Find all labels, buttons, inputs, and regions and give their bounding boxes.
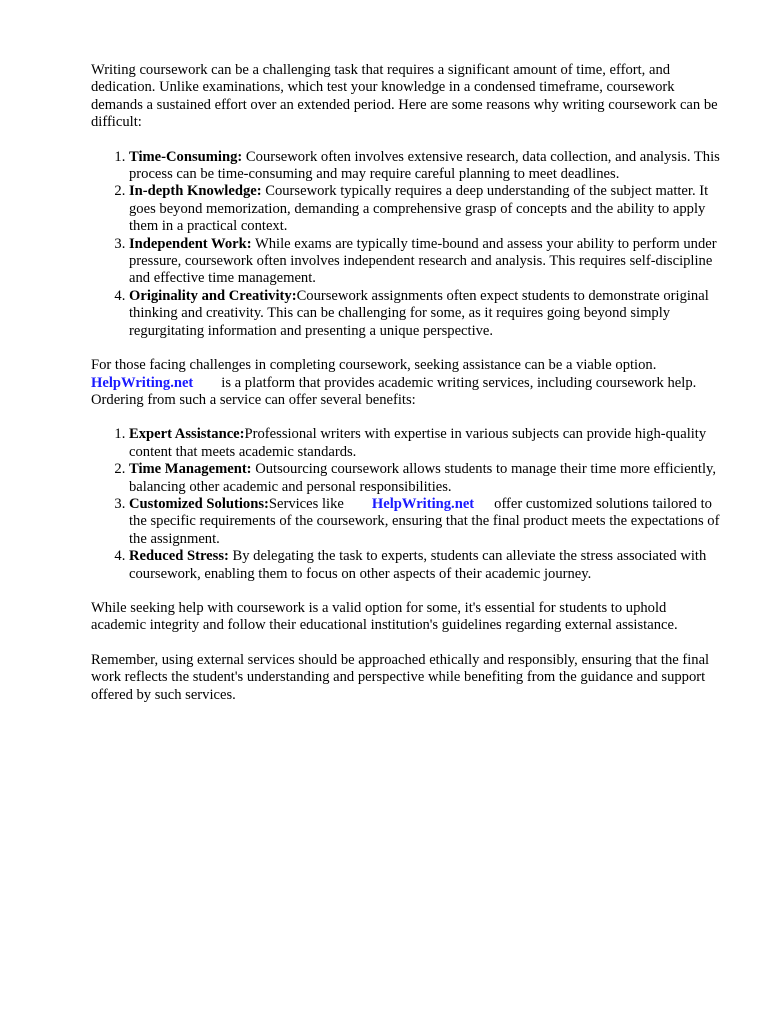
closing-paragraph: Remember, using external services should be approached ethically and responsibly, ensuring that the final work reflects the student's understanding and perspective while benefiting from the guidance and support offered by such services. (91, 651, 710, 703)
integrity-paragraph: While seeking help with coursework is a valid option for some, it's essential for students to uphold academic integrity and follow their educational institution's guidelines regarding external assistance. (91, 599, 678, 634)
list-item (129, 496, 720, 548)
item-term: Expert Assistance: (129, 426, 245, 443)
item-text: Coursework often involves extensive research, data collection, and analysis. This process can be time-consuming and may require careful planning to meet deadlines. (129, 148, 720, 183)
assistance-paragraph (91, 357, 720, 409)
list-item (129, 548, 720, 583)
assistance-text-after: is a platform that provides academic writing services, including coursework help. Ordering from such a service can offer several benefits: (91, 374, 697, 408)
list-item (129, 426, 720, 461)
item-text: Coursework assignments often expect students to demonstrate original thinking and creativity. This can be challenging for some, as it requires going beyond simply regurgitating information and presenting a unique perspective. (129, 287, 709, 339)
assistance-text-before: For those facing challenges in completing coursework, seeking assistance can be a viable option. (91, 357, 657, 374)
helpwriting-link[interactable]: HelpWriting.net (371, 495, 475, 512)
intro-paragraph: Writing coursework can be a challenging task that requires a significant amount of time, effort, and dedication. Unlike examinations, which test your knowledge in a condensed timeframe, coursework demands a sustained effort over an extended period. Here are some reasons why writing coursework can be difficult: (91, 62, 718, 131)
item-text-after: offer customized solutions tailored to the specific requirements of the coursework, ensuring that the final product meets the expectations of the assignment. (129, 495, 720, 547)
benefits-list (91, 426, 720, 583)
list-item (129, 236, 720, 288)
item-text: Coursework typically requires a deep understanding of the subject matter. It goes beyond memorization, demanding a comprehensive grasp of concepts and the ability to apply them in a practical context. (129, 183, 709, 235)
list-item (129, 288, 720, 340)
list-item (129, 461, 720, 496)
item-term: Time Management: (129, 461, 252, 478)
item-term: In-depth Knowledge: (129, 183, 262, 200)
item-term: Reduced Stress: (129, 548, 229, 565)
item-term: Time-Consuming: (129, 148, 243, 165)
item-term: Customized Solutions: (129, 495, 269, 512)
item-term: Independent Work: (129, 235, 252, 252)
item-text: Professional writers with expertise in various subjects can provide high-quality content that meets academic standards. (129, 426, 707, 460)
item-text: By delegating the task to experts, students can alleviate the stress associated with coursework, enabling them to focus on other aspects of their academic journey. (129, 548, 707, 582)
list-item (129, 183, 720, 235)
item-term: Originality and Creativity: (129, 287, 297, 304)
list-item (129, 149, 720, 184)
item-text: While exams are typically time-bound and assess your ability to perform under pressure, coursework often involves independent research and analysis. This requires self-discipline and effective time management. (129, 235, 717, 287)
item-text-before: Services like (268, 495, 344, 512)
item-text: Outsourcing coursework allows students to manage their time more efficiently, balancing other academic and personal responsibilities. (129, 461, 716, 495)
difficulties-list (91, 149, 720, 340)
helpwriting-link[interactable]: HelpWriting.net (91, 374, 194, 391)
